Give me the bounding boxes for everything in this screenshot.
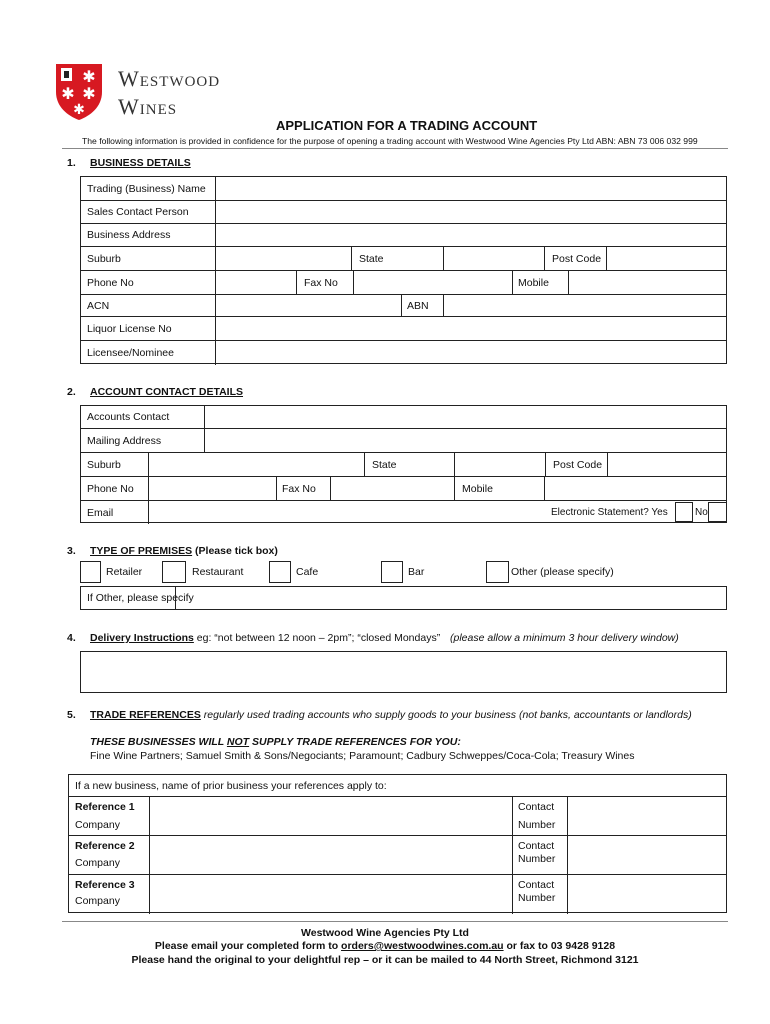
contact-fax-label: Fax No: [282, 482, 316, 495]
footer-fax-text: or fax to 03 9428 9128: [503, 940, 616, 952]
brand-name-line1: Westwood: [118, 66, 221, 91]
other-specify-input[interactable]: [176, 587, 726, 609]
reference-3-contact-input[interactable]: [568, 875, 726, 914]
phone-label: Phone No: [87, 276, 134, 289]
section4-heading: [90, 632, 440, 644]
contact-suburb-input[interactable]: [149, 453, 364, 476]
premises-other-checkbox[interactable]: [486, 561, 509, 583]
trade-references-table: [68, 774, 727, 913]
contact-state-input[interactable]: [455, 453, 545, 476]
email-input[interactable]: [149, 501, 544, 524]
mobile-label: Mobile: [518, 276, 549, 289]
fax-input[interactable]: [354, 271, 512, 294]
suburb-label: Suburb: [87, 252, 121, 265]
section2-title: ACCOUNT CONTACT DETAILS: [90, 386, 244, 398]
mailing-address-input[interactable]: [205, 429, 726, 452]
fax-label: Fax No: [304, 276, 338, 289]
estatement-no-label: No: [695, 507, 708, 518]
svg-text:✱: ✱: [82, 67, 96, 86]
westwood-logo-shield: [54, 62, 104, 122]
liquor-license-input[interactable]: [216, 317, 726, 340]
post-code-input[interactable]: [607, 247, 726, 270]
phone-input[interactable]: [216, 271, 296, 294]
footer-email-prefix: Please email your completed form to: [154, 940, 342, 952]
abn-label: ABN: [407, 299, 429, 312]
premises-restaurant-label: Restaurant: [192, 566, 244, 578]
contact-post-code-label: Post Code: [553, 458, 603, 471]
warning-not: NOT: [226, 736, 250, 748]
premises-cafe-label: Cafe: [296, 566, 319, 578]
excluded-suppliers-list: Fine Wine Partners; Samuel Smith & Sons/Negociants; Paramount; Cadbury Schweppes/Coca-Cola; Treasury Wines: [90, 750, 635, 762]
abn-input[interactable]: [444, 295, 726, 316]
other-specify-label: If Other, please specify: [87, 592, 194, 604]
trading-name-label: Trading (Business) Name: [87, 182, 206, 195]
delivery-instructions-textarea[interactable]: [80, 651, 727, 693]
contact-phone-label: Phone No: [87, 482, 134, 495]
reference-2-number-label: Number: [518, 853, 556, 865]
reference-3-company-label: Company: [75, 895, 120, 907]
contact-suburb-label: Suburb: [87, 458, 121, 471]
post-code-label: Post Code: [552, 252, 602, 265]
business-address-input[interactable]: [216, 224, 726, 246]
reference-3-company-input[interactable]: [150, 875, 512, 914]
section5-heading: [90, 709, 692, 721]
section1-number: 1.: [67, 157, 76, 169]
reference-2-company-input[interactable]: [150, 836, 512, 874]
accounts-contact-label: Accounts Contact: [87, 411, 170, 423]
section4-title: Delivery Instructions: [90, 632, 194, 644]
premises-restaurant-checkbox[interactable]: [162, 561, 186, 583]
section4-number: 4.: [67, 632, 76, 644]
trading-name-input[interactable]: [216, 177, 726, 200]
reference-2-company-label: Company: [75, 857, 120, 869]
other-specify-row: [80, 586, 727, 610]
licensee-label: Licensee/Nominee: [87, 347, 174, 359]
section5-number: 5.: [67, 709, 76, 721]
reference-1-contact-input[interactable]: [568, 797, 726, 835]
sales-contact-input[interactable]: [216, 201, 726, 223]
reference-2-label: Reference 2: [75, 840, 135, 852]
section4-note: (please allow a minimum 3 hour delivery window): [450, 632, 679, 644]
reference-1-company-input[interactable]: [150, 797, 512, 835]
acn-label: ACN: [87, 299, 110, 312]
premises-retailer-checkbox[interactable]: [80, 561, 101, 583]
estatement-no-checkbox[interactable]: [708, 502, 727, 522]
brand-name-line2: Wines: [118, 94, 178, 119]
footer-company: Westwood Wine Agencies Pty Ltd: [301, 927, 469, 939]
contact-post-code-input[interactable]: [608, 453, 726, 476]
svg-text:✱: ✱: [61, 84, 75, 103]
page-title: APPLICATION FOR A TRADING ACCOUNT: [276, 118, 538, 133]
warning-part-a: THESE BUSINESSES WILL: [90, 736, 227, 748]
mobile-input[interactable]: [569, 271, 726, 294]
premises-bar-checkbox[interactable]: [381, 561, 403, 583]
premises-retailer-label: Retailer: [106, 566, 143, 578]
contact-mobile-input[interactable]: [545, 477, 726, 500]
reference-1-contact-label: Contact: [518, 801, 555, 813]
section5-title: TRADE REFERENCES: [90, 709, 201, 721]
section3-title: TYPE OF PREMISES: [90, 545, 193, 557]
accounts-contact-input[interactable]: [205, 406, 726, 428]
reference-3-label: Reference 3: [75, 879, 135, 891]
premises-cafe-checkbox[interactable]: [269, 561, 291, 583]
reference-3-contact-label: Contact: [518, 879, 555, 891]
intro-rule: [62, 148, 728, 149]
intro-text: The following information is provided in confidence for the purpose of opening a trading account with Westwood Wine Agencies Pty Ltd ABN: ABN 73 006 032 999: [82, 136, 698, 146]
section3-title-suffix: (Please tick box): [195, 545, 278, 557]
premises-other-label: Other (please specify): [511, 566, 614, 578]
state-label: State: [359, 252, 384, 265]
section2-number: 2.: [67, 386, 76, 398]
contact-state-label: State: [372, 458, 397, 471]
warning-part-b: SUPPLY TRADE REFERENCES FOR YOU:: [249, 736, 461, 748]
section4-example: eg: “not between 12 noon – 2pm”; “closed Mondays”: [193, 632, 441, 644]
reference-3-number-label: Number: [518, 892, 556, 904]
acn-input[interactable]: [216, 295, 401, 316]
account-contact-table: [80, 405, 727, 523]
contact-mobile-label: Mobile: [462, 482, 493, 495]
footer-email-link[interactable]: orders@westwoodwines.com.au: [341, 940, 504, 952]
reference-1-label: Reference 1: [75, 801, 135, 813]
section1-title: BUSINESS DETAILS: [90, 157, 191, 169]
prior-business-label: If a new business, name of prior business your references apply to:: [75, 779, 387, 792]
suburb-input[interactable]: [216, 247, 351, 270]
contact-phone-input[interactable]: [149, 477, 276, 500]
reference-1-company-label: Company: [75, 819, 120, 831]
trade-ref-warning: [90, 736, 461, 748]
premises-bar-label: Bar: [408, 566, 425, 578]
contact-fax-input[interactable]: [331, 477, 454, 500]
sales-contact-label: Sales Contact Person: [87, 206, 189, 218]
reference-1-number-label: Number: [518, 819, 556, 831]
business-details-table: [80, 176, 727, 364]
licensee-input[interactable]: [216, 341, 726, 365]
reference-2-contact-label: Contact: [518, 840, 555, 852]
footer-rule: [62, 921, 728, 922]
svg-text:✱: ✱: [73, 102, 85, 118]
reference-2-contact-input[interactable]: [568, 836, 726, 874]
electronic-statement-label: Electronic Statement? Yes: [551, 507, 668, 518]
business-address-label: Business Address: [87, 229, 171, 241]
email-label: Email: [87, 506, 114, 519]
mailing-address-label: Mailing Address: [87, 434, 162, 447]
footer-email-line: [0, 940, 770, 952]
section5-desc: regularly used trading accounts who supply goods to your business (not banks, accountants or landlords): [200, 709, 692, 721]
state-input[interactable]: [444, 247, 544, 270]
svg-text:✱: ✱: [82, 84, 96, 103]
section3-heading: [90, 545, 278, 557]
section3-number: 3.: [67, 545, 76, 557]
footer-hand-line: Please hand the original to your delightful rep – or it can be mailed to 44 North Street, Richmond 3121: [131, 954, 639, 966]
liquor-license-label: Liquor License No: [87, 322, 172, 335]
